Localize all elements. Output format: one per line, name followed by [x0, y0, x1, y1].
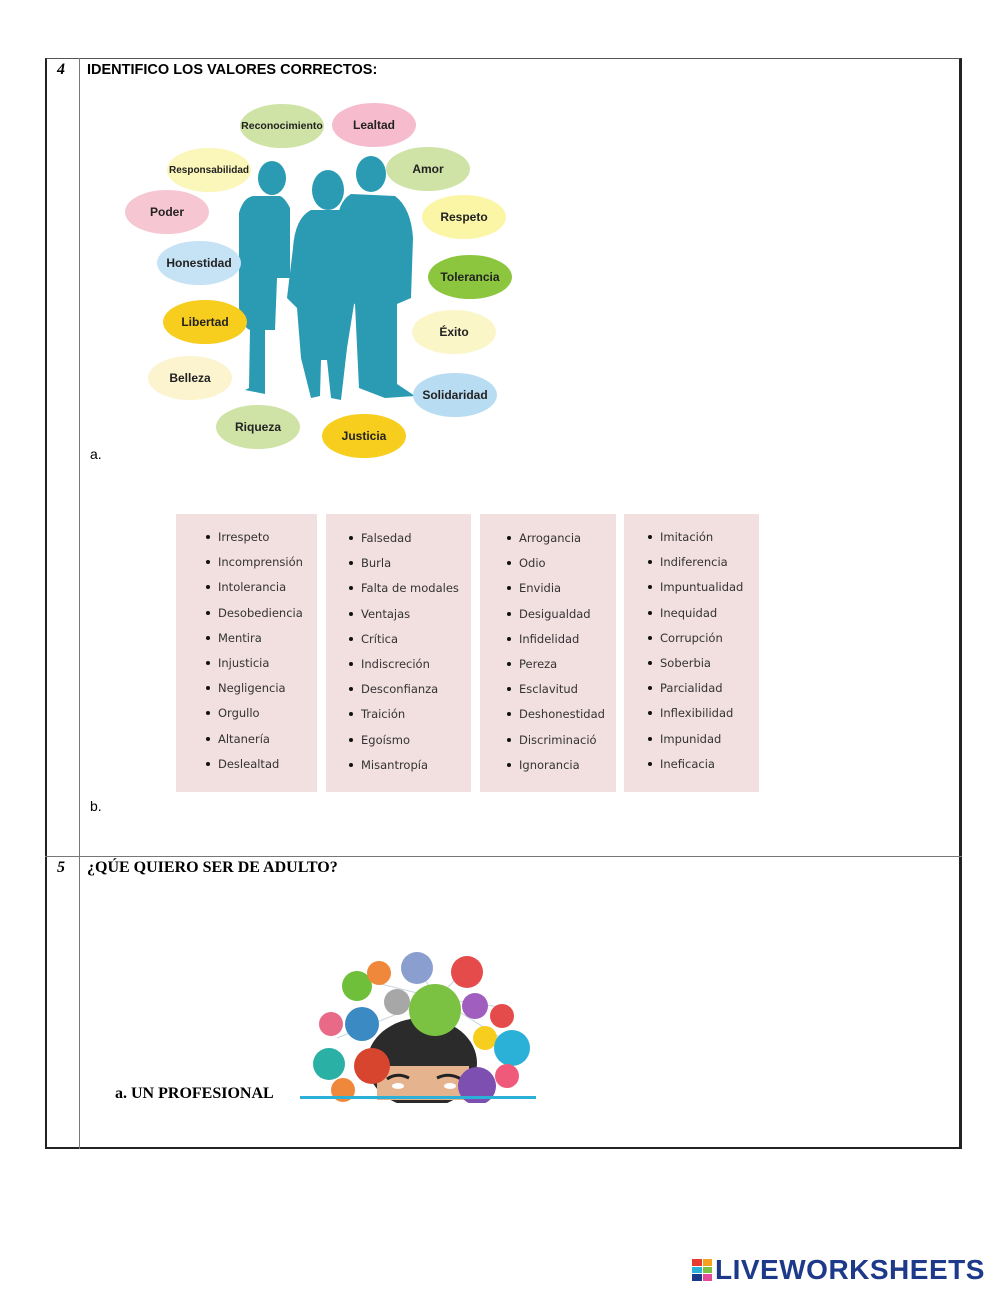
list-item: Indiscreción: [349, 657, 459, 682]
list-item: Crítica: [349, 632, 459, 657]
antivalues-list: [206, 530, 303, 782]
list-item: Inflexibilidad: [648, 706, 743, 731]
list-item: Deslealtad: [206, 757, 303, 782]
value-oval-label: Solidaridad: [422, 388, 488, 402]
antivalues-list: [349, 531, 459, 783]
value-oval: [386, 147, 470, 191]
list-item: Falsedad: [349, 531, 459, 556]
antivalues-panel: [176, 514, 317, 792]
value-oval: [157, 241, 241, 285]
value-oval-label: Reconocimiento: [241, 120, 323, 132]
table-column-divider: [79, 58, 80, 1149]
list-item: Imitación: [648, 530, 743, 555]
option-label-a: a.: [90, 446, 102, 462]
list-item: Ineficacia: [648, 757, 743, 782]
list-item: Esclavitud: [507, 682, 605, 707]
value-oval-label: Belleza: [169, 371, 211, 385]
list-item: Orgullo: [206, 706, 303, 731]
logo-mark: [692, 1259, 712, 1281]
value-oval: [412, 310, 496, 354]
list-item: Indiferencia: [648, 555, 743, 580]
list-item: Desigualdad: [507, 607, 605, 632]
list-item: Egoísmo: [349, 733, 459, 758]
value-oval-label: Éxito: [439, 325, 469, 339]
value-oval-label: Libertad: [181, 315, 229, 329]
value-oval-label: Poder: [149, 205, 184, 219]
antivalues-panel: [326, 514, 471, 792]
value-oval: [332, 103, 416, 147]
list-item: Corrupción: [648, 631, 743, 656]
value-oval: [428, 255, 512, 299]
question-title: IDENTIFICO LOS VALORES CORRECTOS:: [87, 62, 378, 78]
value-oval-label: Justicia: [341, 429, 387, 443]
antivalues-panel: [480, 514, 616, 792]
logo-text: LIVEWORKSHEETS: [715, 1254, 985, 1285]
value-oval: [163, 300, 247, 344]
option-label-b: b.: [90, 798, 102, 814]
list-item: Arrogancia: [507, 531, 605, 556]
value-oval-label: Riqueza: [234, 420, 281, 434]
value-oval-label: Honestidad: [166, 256, 232, 270]
antivalues-list: [648, 530, 743, 782]
question-number: 5: [57, 859, 65, 876]
antivalues-panel: [624, 514, 759, 792]
value-oval-label: Tolerancia: [440, 270, 500, 284]
list-item: Burla: [349, 556, 459, 581]
question-number: 4: [57, 61, 65, 78]
list-item: Misantropía: [349, 758, 459, 783]
list-item: Altanería: [206, 732, 303, 757]
list-item: Pereza: [507, 657, 605, 682]
value-oval: [240, 104, 324, 148]
list-item: Odio: [507, 556, 605, 581]
list-item: Negligencia: [206, 681, 303, 706]
list-item: Deshonestidad: [507, 707, 605, 732]
value-oval: [413, 373, 497, 417]
list-item: Traición: [349, 707, 459, 732]
list-item: Parcialidad: [648, 681, 743, 706]
table-row-divider: [45, 856, 962, 857]
list-item: Infidelidad: [507, 632, 605, 657]
antivalues-list: [507, 531, 605, 783]
list-item: Inequidad: [648, 606, 743, 631]
value-oval: [422, 195, 506, 239]
value-oval-label: Responsabilidad: [168, 164, 249, 176]
liveworksheets-logo: [692, 1254, 985, 1286]
list-item: Ventajas: [349, 607, 459, 632]
value-oval: [125, 190, 209, 234]
list-item: Envidia: [507, 581, 605, 606]
question-title: ¿QÚE QUIERO SER DE ADULTO?: [87, 859, 338, 876]
list-item: Desconfianza: [349, 682, 459, 707]
list-item: Injusticia: [206, 656, 303, 681]
list-item: Impunidad: [648, 732, 743, 757]
value-oval-label: Lealtad: [352, 118, 395, 132]
value-oval-label: Amor: [412, 162, 444, 176]
list-item: Discriminació: [507, 733, 605, 758]
option-a-label: a. UN PROFESIONAL: [115, 1085, 274, 1102]
list-item: Mentira: [206, 631, 303, 656]
list-item: Desobediencia: [206, 606, 303, 631]
value-oval: [322, 414, 406, 458]
value-oval: [148, 356, 232, 400]
list-item: Soberbia: [648, 656, 743, 681]
value-oval: [167, 148, 251, 192]
list-item: Impuntualidad: [648, 580, 743, 605]
professions-illustration: [297, 938, 542, 1103]
value-oval: [216, 405, 300, 449]
list-item: Irrespeto: [206, 530, 303, 555]
value-oval-label: Respeto: [440, 210, 488, 224]
values-graphic: [115, 98, 515, 460]
list-item: Falta de modales: [349, 581, 459, 606]
list-item: Ignorancia: [507, 758, 605, 783]
list-item: Incomprensión: [206, 555, 303, 580]
list-item: Intolerancia: [206, 580, 303, 605]
